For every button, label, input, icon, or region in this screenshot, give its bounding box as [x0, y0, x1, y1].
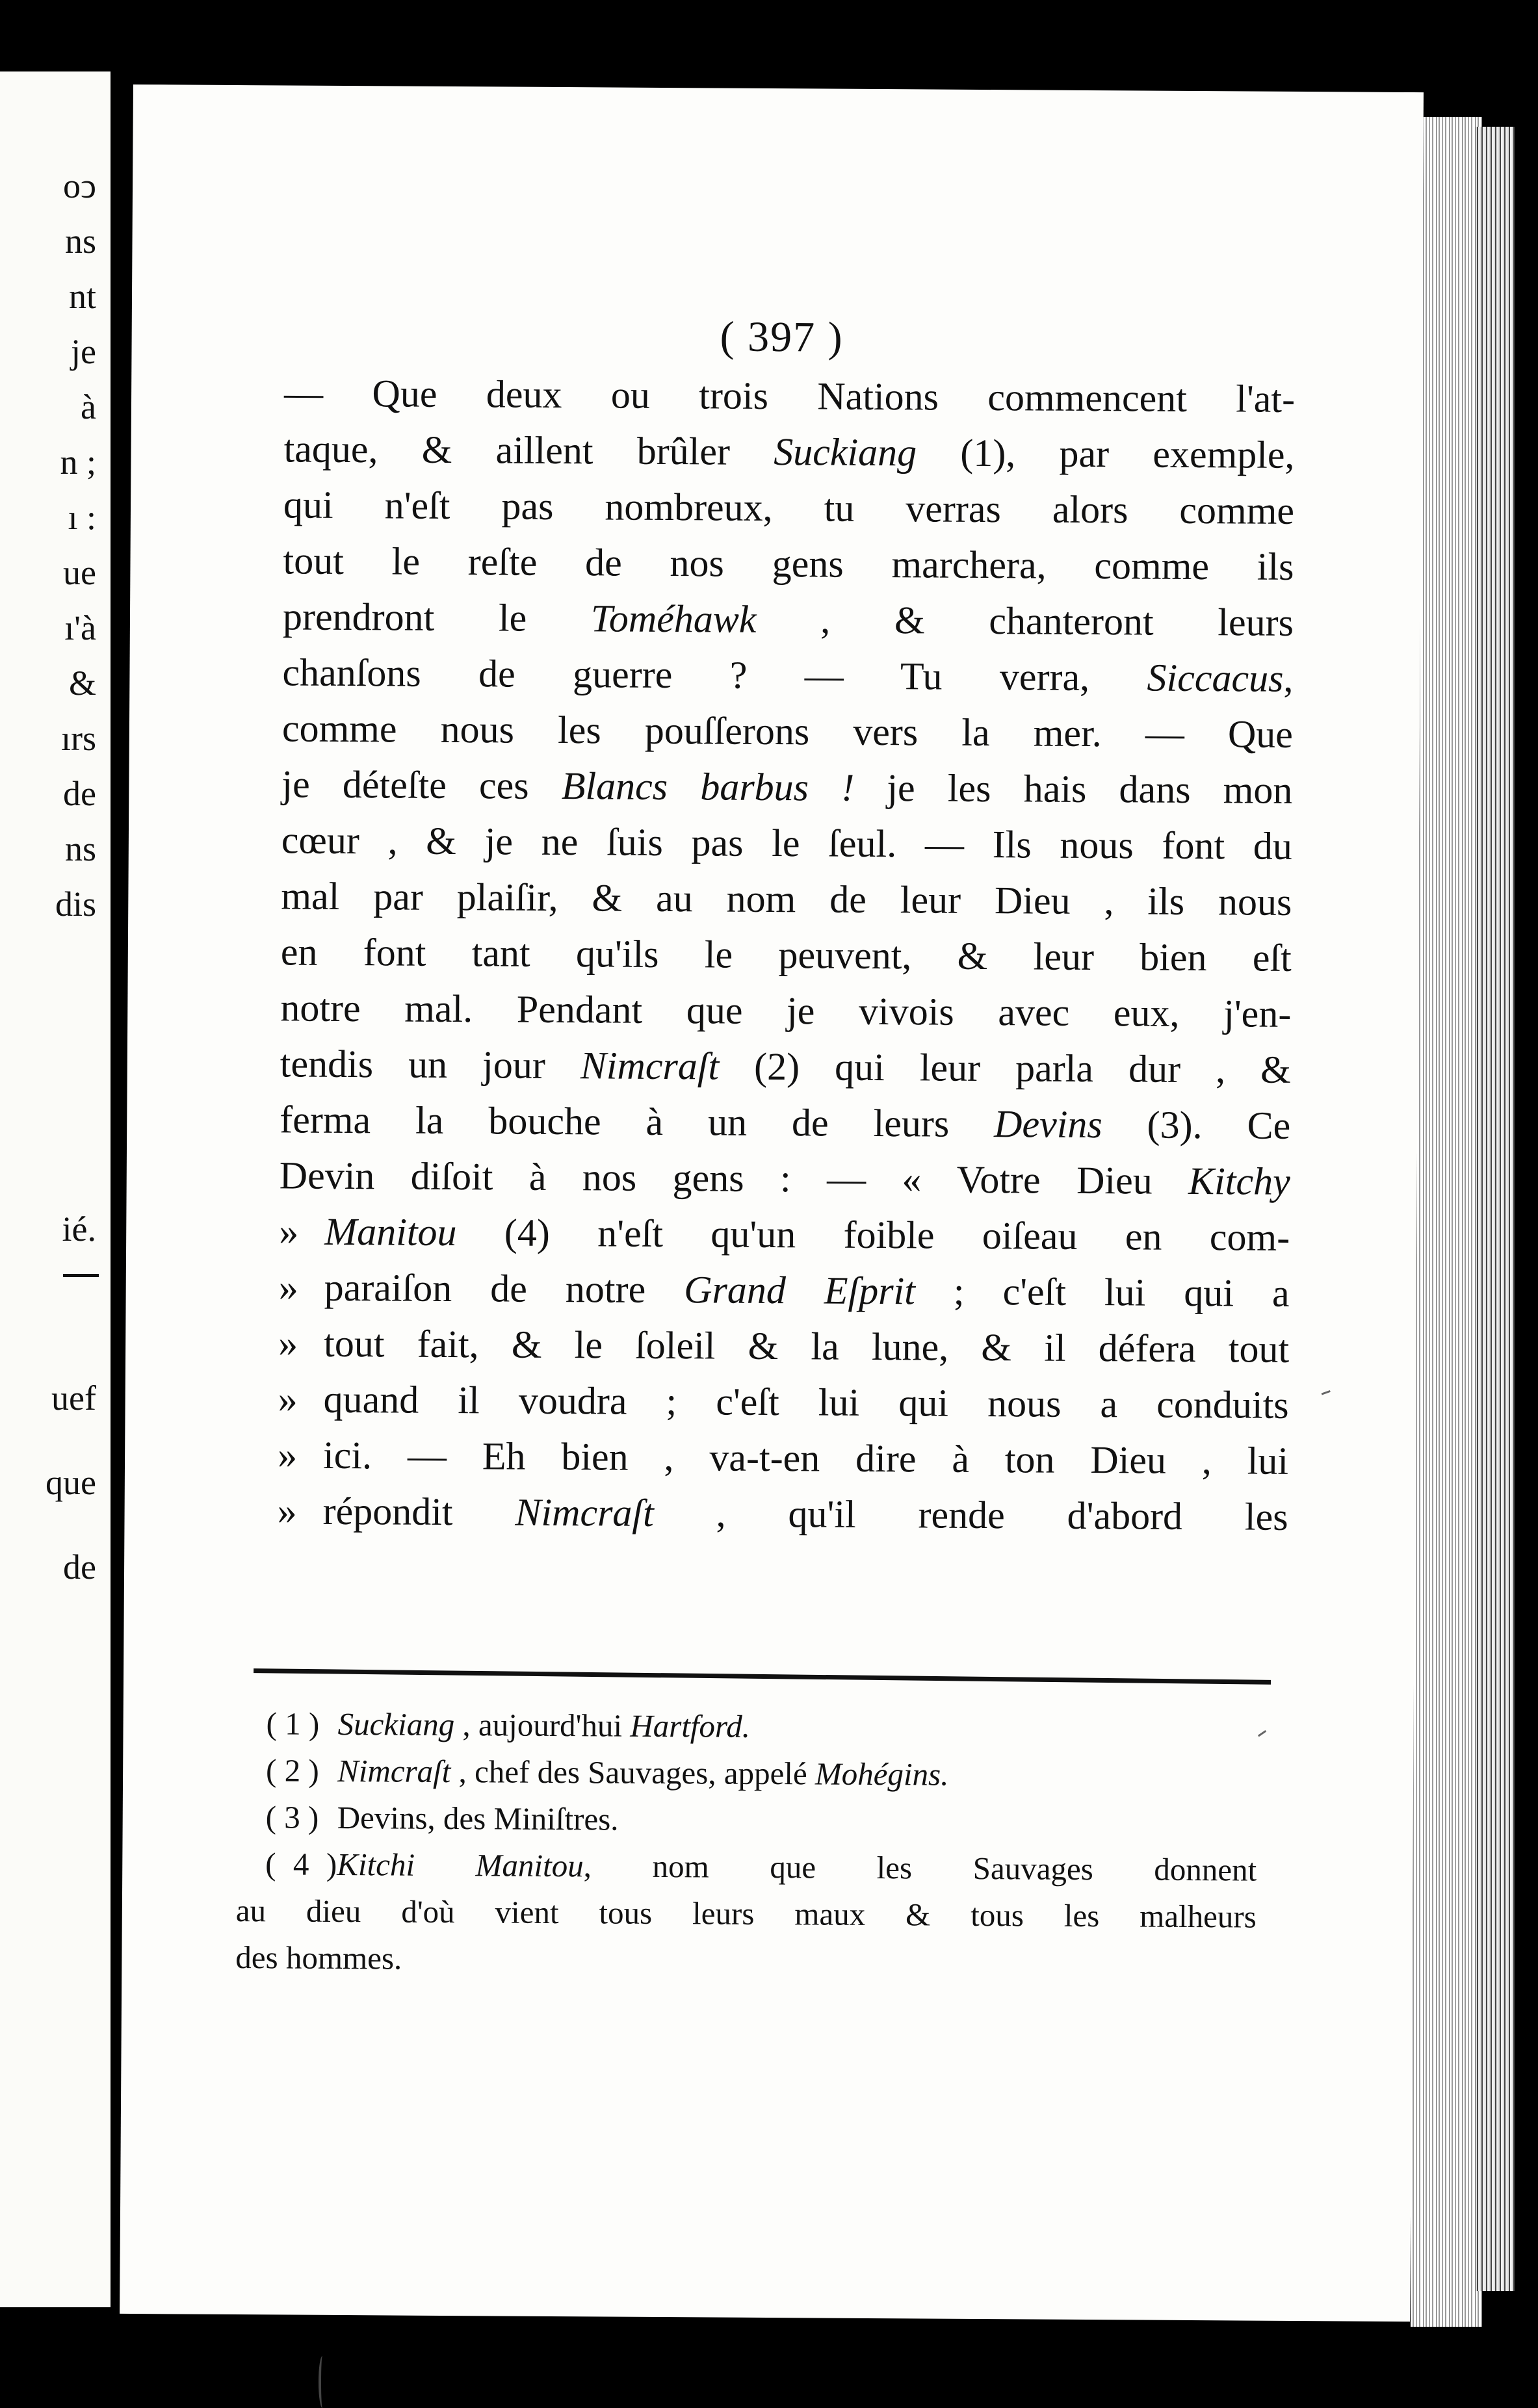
facing-page-fragment: nt — [68, 277, 96, 316]
footnote-line — [236, 1841, 1257, 1894]
facing-page-fragment: de — [63, 1547, 96, 1586]
text-run: des hommes. — [235, 1939, 402, 1976]
quote-mark: » — [278, 1377, 298, 1421]
text-line — [283, 421, 1294, 482]
text-run: , chef des Sauvages, appelé — [450, 1754, 816, 1792]
main-text — [277, 365, 1295, 1544]
italic-text-run: Suckiang — [774, 430, 917, 474]
facing-page-fragment: ı'à — [64, 608, 96, 647]
facing-page-fragment: ı : — [68, 498, 96, 537]
facing-page-fragment: & — [68, 664, 96, 703]
footnote-number: ( 2 ) — [265, 1752, 319, 1789]
quoted-text-line — [278, 1315, 1289, 1377]
text-run: quand il voudra ; c'eſt lui qui nous a conduits — [323, 1377, 1289, 1427]
italic-text-run: Kitchi Manitou — [337, 1846, 584, 1884]
text-run: mal par plaiſir, & au nom de leur Dieu , ils nous — [281, 874, 1292, 924]
text-line — [283, 476, 1294, 538]
facing-page-fragment: n ; — [60, 443, 96, 482]
footnote-line — [236, 1887, 1257, 1941]
text-run: ferma la bouche à un de leurs — [280, 1098, 995, 1146]
text-run: ; c'eſt lui qui a — [915, 1269, 1290, 1315]
paper-speck — [1322, 1390, 1331, 1395]
text-run: (4) n'eſt qu'un foible oiſeau en com- — [456, 1211, 1290, 1259]
text-run: cœur , & je ne ſuis pas le ſeul. — Ils nous font du — [281, 818, 1293, 868]
facing-page-fragment: dis — [55, 885, 96, 924]
quoted-text-line — [277, 1482, 1288, 1544]
facing-page-text — [0, 71, 111, 2307]
text-run: tendis un jour — [280, 1042, 581, 1087]
text-run: , nom que les Sauvages donnent — [583, 1848, 1257, 1888]
quote-text — [322, 1483, 1288, 1545]
italic-text-run: Kitchy — [1188, 1159, 1290, 1203]
text-run: répondit — [322, 1489, 515, 1534]
text-line — [282, 700, 1293, 762]
text-run: , & chanteront leurs — [756, 597, 1294, 644]
facing-page-rule — [63, 1274, 99, 1277]
facing-page-fragment: ue — [63, 553, 96, 592]
quote-text — [324, 1315, 1289, 1377]
text-run: taque, & aillent brûler — [283, 427, 774, 474]
italic-text-run: Nimcraſt — [337, 1752, 451, 1790]
text-run: Devins, des Miniſtres. — [337, 1799, 619, 1837]
italic-text-run: Nimcraſt — [515, 1490, 654, 1534]
footnote-number: ( 4 ) — [265, 1846, 337, 1882]
italic-text-run: Hartford. — [630, 1707, 751, 1744]
text-run: je les hais dans mon — [854, 766, 1293, 812]
footnote-number: ( 3 ) — [265, 1799, 319, 1835]
text-run: prendront le — [282, 595, 592, 640]
text-run: , qu'il rende d'abord les — [653, 1491, 1288, 1538]
footnote-line — [237, 1700, 1257, 1754]
text-line — [279, 1147, 1290, 1209]
book-page — [120, 84, 1424, 2322]
italic-text-run: Toméhawk — [590, 597, 757, 641]
facing-page-fragment: à — [81, 387, 96, 426]
quote-text — [323, 1371, 1288, 1433]
text-run: paraiſon de notre — [324, 1265, 684, 1312]
quote-text — [324, 1260, 1289, 1321]
text-line — [281, 812, 1292, 874]
italic-text-run: Devins — [993, 1102, 1102, 1146]
facing-page-fragment: uef — [51, 1379, 96, 1418]
text-line — [281, 868, 1292, 929]
footnote-rule — [254, 1668, 1271, 1685]
paper-speck — [1258, 1730, 1266, 1737]
footnote-line — [237, 1747, 1257, 1800]
text-run: comme nous les pouſſerons vers la mer. — Que — [281, 706, 1294, 756]
facing-page-fragment: ırs — [61, 719, 96, 758]
text-line — [280, 1091, 1290, 1153]
footnote-number: ( 1 ) — [266, 1705, 320, 1742]
scan-artifact — [319, 2356, 326, 2408]
facing-page-fragment: ns — [64, 829, 96, 868]
facing-page-fragment: ns — [64, 222, 96, 261]
text-run: je déteſte ces — [281, 762, 562, 808]
text-run: (1), par exemple, — [916, 431, 1295, 476]
text-line — [283, 532, 1294, 594]
quoted-text-line — [278, 1259, 1289, 1321]
text-run: en font tant qu'ils le peuvent, & leur bien eſt — [280, 930, 1292, 979]
facing-page-fragment: oↄ — [63, 166, 96, 205]
text-line — [282, 644, 1293, 706]
page-edges-outer — [1476, 127, 1515, 2291]
text-line — [284, 365, 1295, 426]
text-run: au dieu d'où vient tous leurs maux & tous les malheurs — [235, 1893, 1257, 1935]
page-number: ( 397 ) — [720, 313, 844, 361]
text-run: (2) qui leur parla dur , & — [718, 1044, 1291, 1091]
text-run: — Que deux ou trois Nations commencent l'at- — [283, 371, 1296, 421]
text-run: tout le reſte de nos gens marchera, comme ils — [283, 539, 1294, 588]
footnote-line — [235, 1934, 1256, 1987]
italic-text-run: Nimcraſt — [580, 1044, 720, 1088]
quote-text — [324, 1204, 1290, 1265]
text-line — [280, 979, 1291, 1041]
text-run: (3). Ce — [1102, 1103, 1291, 1147]
facing-page-fragment: je — [71, 332, 96, 371]
text-line — [281, 756, 1292, 818]
facing-page-fragment: ié. — [62, 1210, 96, 1249]
italic-text-run: Grand Eſprit — [684, 1268, 916, 1313]
quote-mark: » — [279, 1210, 299, 1253]
quoted-text-line — [279, 1203, 1290, 1265]
italic-text-run: Blancs barbus ! — [561, 764, 855, 809]
italic-text-run: Suckiang — [337, 1705, 455, 1743]
quote-text — [323, 1427, 1288, 1489]
text-line — [280, 1035, 1291, 1097]
text-line — [283, 588, 1294, 650]
facing-page-fragment: que — [46, 1463, 96, 1502]
facing-page — [0, 71, 111, 2307]
text-run: tout fait, & le ſoleil & la lune, & il défera tout — [323, 1321, 1290, 1371]
quote-mark: » — [278, 1265, 298, 1309]
quoted-text-line — [278, 1371, 1288, 1432]
quoted-text-line — [278, 1427, 1288, 1488]
text-run: Devin diſoit à nos gens : — « Votre Dieu — [279, 1154, 1189, 1202]
quote-mark: » — [277, 1433, 298, 1477]
italic-text-run: Mohégins. — [815, 1755, 949, 1793]
text-line — [281, 924, 1292, 985]
italic-text-run: Siccacus — [1147, 656, 1284, 700]
quote-mark: » — [277, 1489, 297, 1533]
italic-text-run: Manitou — [324, 1210, 457, 1254]
text-run: notre mal. Pendant que je vivois avec eux, j'en- — [280, 986, 1292, 1035]
footnote-line — [236, 1794, 1257, 1847]
facing-page-fragment: de — [63, 774, 96, 813]
text-run: , aujourd'hui — [454, 1707, 631, 1744]
text-run: chanſons de guerre ? — Tu verra, — [282, 651, 1147, 699]
text-run: , — [1283, 656, 1294, 700]
text-run: qui n'eſt pas nombreux, tu verras alors comme — [283, 483, 1295, 532]
text-run: ici. — Eh bien , va-t-en dire à ton Dieu , lui — [322, 1433, 1289, 1482]
quote-mark: » — [278, 1321, 298, 1365]
footnotes — [235, 1700, 1258, 1987]
